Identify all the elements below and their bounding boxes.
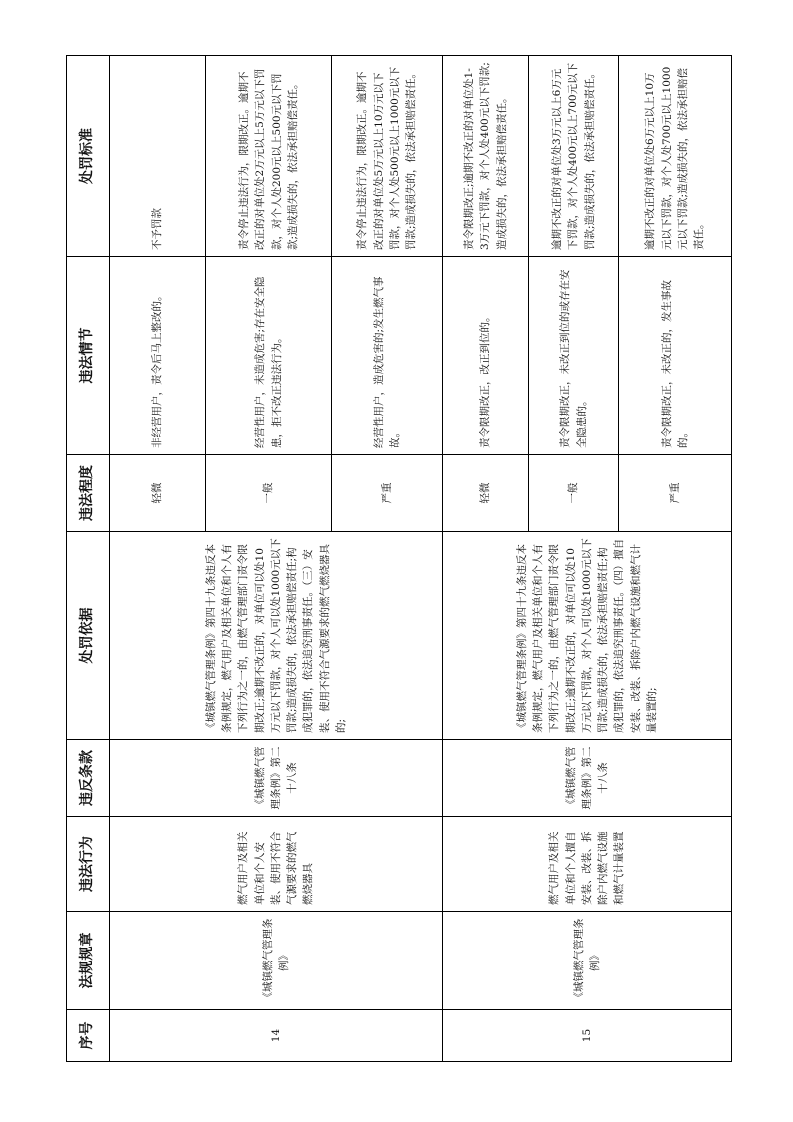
- plot-cell: 责令限期改正，未改正到位的或存在安全隐患的。: [529, 257, 619, 455]
- table-row: [443, 56, 529, 1062]
- degree-cell: 一般: [206, 455, 332, 532]
- standard-cell: 逾期不改正的对单位处3万元以上6万元下罚款，对个人处400元以上700元以下罚款;造成损失的，依法承担赔偿责任。: [529, 56, 619, 257]
- header-basis: 处罚依据: [67, 532, 110, 740]
- header-degree: 违法程度: [67, 455, 110, 532]
- rotated-page: [66, 56, 731, 1062]
- degree-cell: 轻微: [443, 455, 529, 532]
- table-row: [110, 56, 206, 1062]
- standard-cell: 责令停止违法行为，限期改正。逾期不改正的对单位处2万元以上5万元以下罚款，对个人处200元以上500元以下罚款;造成损失的，依法承担赔偿责任。: [206, 56, 332, 257]
- standard-cell: 逾期不改正的对单位处6万元以上10万元以下罚款，对个人处700元以上1000元以下罚款;造成损失的，依法承担赔偿责任。: [619, 56, 732, 257]
- standard-cell: 责令停止违法行为，限期改正。逾期不改正的对单位处5万元以上10万元以下罚款，对个人处500元以上1000元以下罚款;造成损失的，依法承担赔偿责任。: [332, 56, 443, 257]
- header-plot: 违法情节: [67, 257, 110, 455]
- plot-cell: 非经营用户，责令后马上整改的。: [110, 257, 206, 455]
- header-row: [67, 56, 110, 1062]
- seq-cell: 15: [443, 1010, 732, 1062]
- header-standard: 处罚标准: [67, 56, 110, 257]
- basis-cell: 《城镇燃气管理条例》第四十九条违反本条例规定，燃气用户及相关单位和个人有下列行为之一的，由燃气管理部门责令限期改正;逾期不改正的，对单位可以处10万元以下罚款，对个人可以处1000元以下罚款;造成损失的，依法承担赔偿责任;构成犯罪的，依法追究刑事责任。（三）安装、使用不符合气源要求的燃气燃烧器具的;: [110, 532, 443, 740]
- plot-cell: 经营性用户，造成危害的;发生燃气事故。: [332, 257, 443, 455]
- degree-cell: 一般: [529, 455, 619, 532]
- law-cell: 《城镇燃气管理条例》: [443, 912, 732, 1010]
- header-law: 法规规章: [67, 912, 110, 1010]
- degree-cell: 严重: [619, 455, 732, 532]
- clause-cell: 《城镇燃气管理条例》第二十八条: [443, 740, 732, 817]
- plot-cell: 经营性用户，未造成危害;存在安全隐患，拒不改正违法行为。: [206, 257, 332, 455]
- act-cell: 燃气用户及相关单位和个人擅自安装、改装、拆除户内燃气设施和燃气计量装置: [443, 817, 732, 912]
- header-act: 违法行为: [67, 817, 110, 912]
- basis-cell: 《城镇燃气管理条例》第四十九条违反本条例规定，燃气用户及相关单位和个人有下列行为之一的，由燃气管理部门责令限期改正;逾期不改正的，对单位可以处10万元以下罚款，对个人可以处1000元以下罚款;造成损失的，依法承担赔偿责任;构成犯罪的，依法追究刑事责任。（四）擅自安装、改装、拆除户内燃气设施和燃气计量装置的;: [443, 532, 732, 740]
- clause-cell: 《城镇燃气管理条例》第二十八条: [110, 740, 443, 817]
- header-seq: 序号: [67, 1010, 110, 1062]
- degree-cell: 严重: [332, 455, 443, 532]
- plot-cell: 责令限期改正，改正到位的。: [443, 257, 529, 455]
- law-cell: 《城镇燃气管理条例》: [110, 912, 443, 1010]
- header-clause: 违反条款: [67, 740, 110, 817]
- penalty-table: [66, 55, 732, 1062]
- standard-cell: 不予罚款: [110, 56, 206, 257]
- standard-cell: 责令限期改正;逾期不改正的对单位处1-3万元下罚款，对个人处400元以下罚款;造成损失的，依法承担赔偿责任。: [443, 56, 529, 257]
- act-cell: 燃气用户及相关单位和个人安装、使用不符合气源要求的燃气燃烧器具: [110, 817, 443, 912]
- plot-cell: 责令限期改正，未改正的，发生事故的。: [619, 257, 732, 455]
- degree-cell: 轻微: [110, 455, 206, 532]
- seq-cell: 14: [110, 1010, 443, 1062]
